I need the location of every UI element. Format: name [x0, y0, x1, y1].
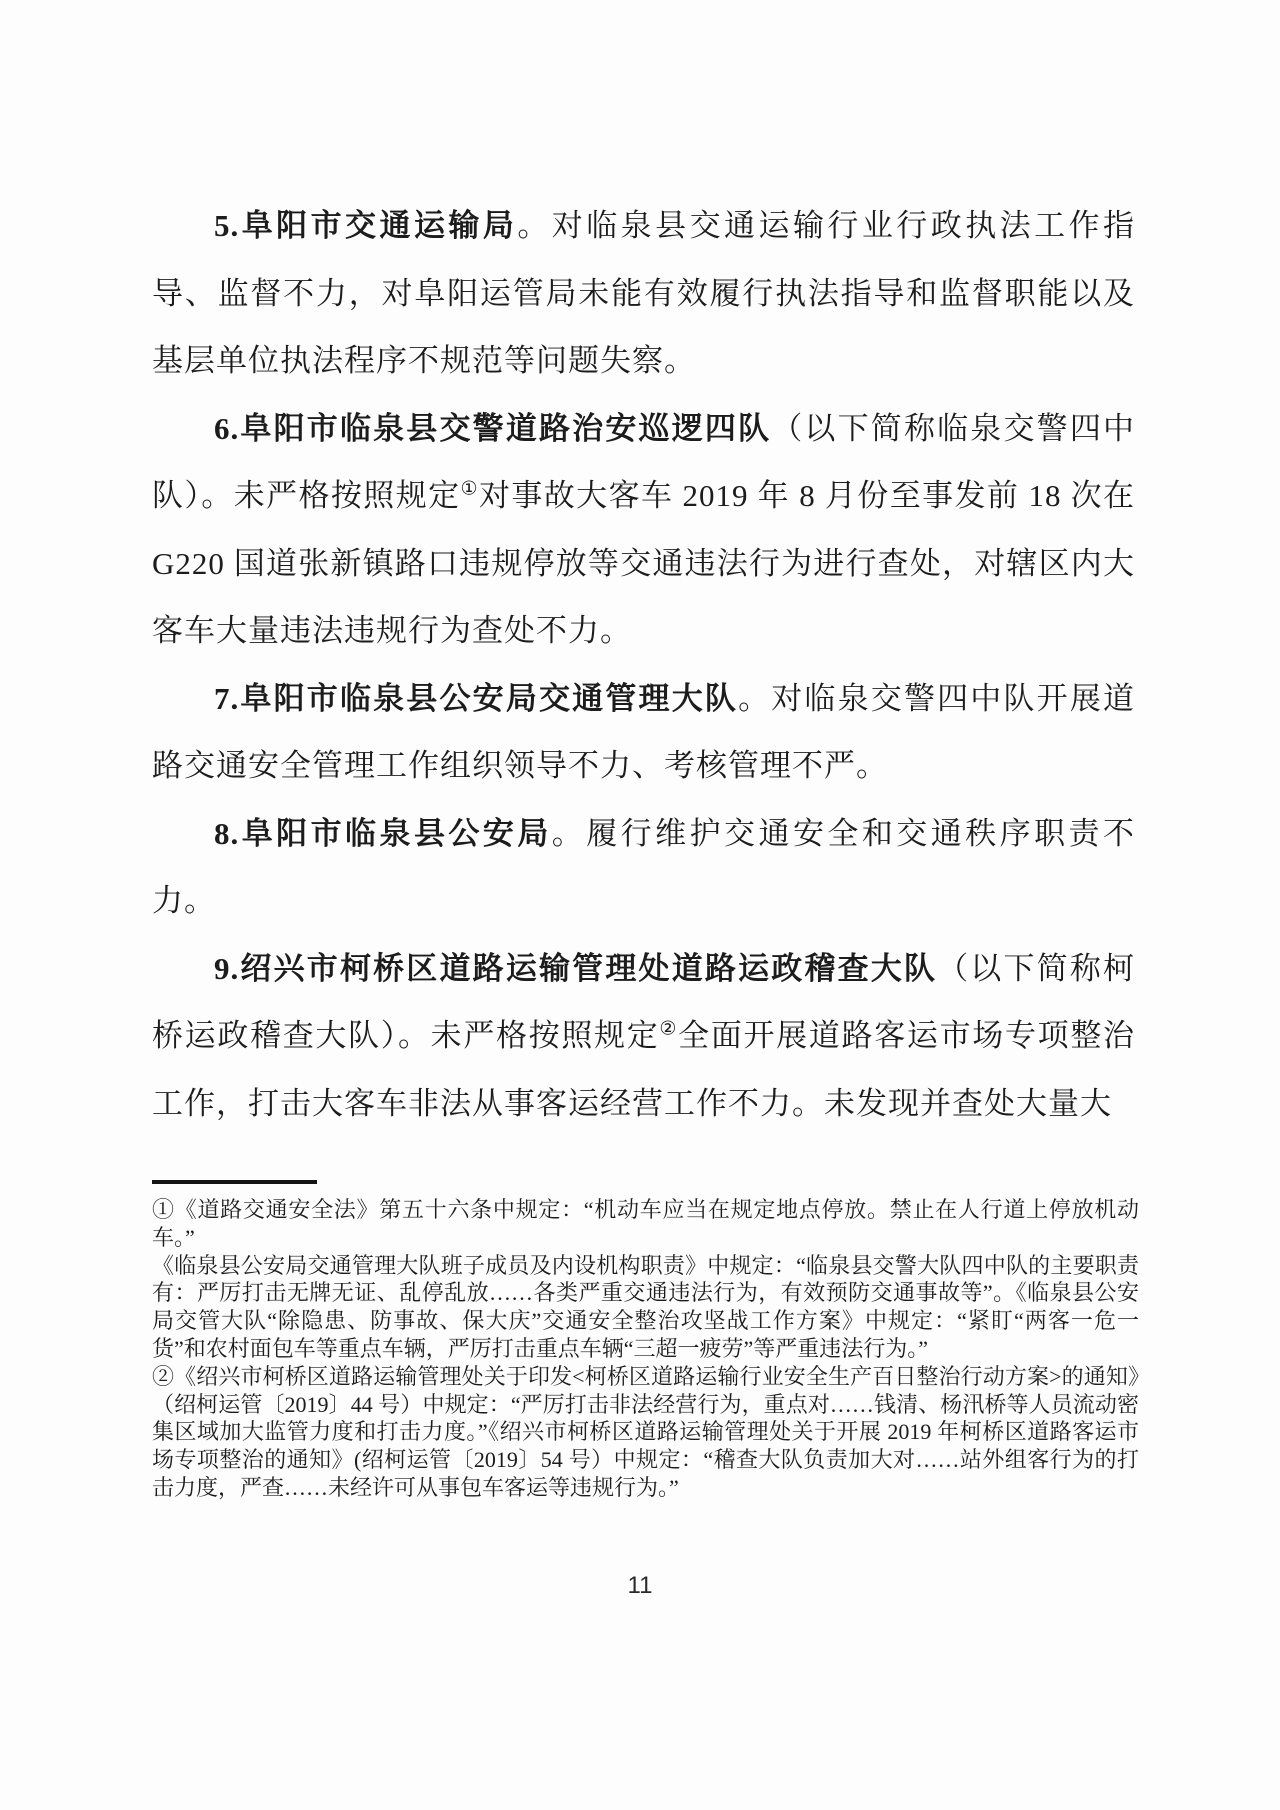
body-paragraph-6	[152, 395, 1135, 665]
footnote-ref-1: ①	[460, 478, 479, 500]
paragraph-9-text-1: （以下简称柯桥运政稽查大队）。未严格按照规定	[152, 950, 1136, 1053]
body-paragraph-9	[152, 935, 1135, 1138]
paragraph-8-heading: 8.阜阳市临泉县公安局	[214, 815, 552, 851]
paragraph-7-heading: 7.阜阳市临泉县公安局交通管理大队	[214, 680, 739, 716]
body-paragraph-5	[152, 192, 1135, 395]
footnote-2: ②《绍兴市柯桥区道路运输管理处关于印发<柯桥区道路运输行业安全生产百日整治行动方案>的通知》（绍柯运管〔2019〕44 号）中规定：“严厉打击非法经营行为，重点对……钱清、杨汛桥等人员流动密集区域加大监管力度和打击力度。”《绍兴市柯桥区道路运输管理处关于开展 2019 年柯桥区道路客运市场专项整治的通知》(绍柯运管〔2019〕54 号）中规定：“稽查大队负责加大对……站外组客行为的打击力度，严查……未经许可从事包车客运等违规行为。”	[152, 1363, 1139, 1500]
body-paragraph-7	[152, 665, 1135, 800]
paragraph-7-text: 。对临泉交警四中队开展道路交通安全管理工作组织领导不力、考核管理不严。	[152, 680, 1136, 783]
page-number: 11	[627, 1572, 653, 1599]
paragraph-9-text-2: 全面开展道路客运市场专项整治工作，打击大客车非法从事客运经营工作不力。未发现并查处大量大	[152, 1018, 1136, 1121]
footnote-1-continued: 《临泉县公安局交通管理大队班子成员及内设机构职责》中规定：“临泉县交警大队四中队的主要职责有：严厉打击无牌无证、乱停乱放……各类严重交通违法行为，有效预防交通事故等”。《临泉县公安局交管大队“除隐患、防事故、保大庆”交通安全整治攻坚战工作方案》中规定：“紧盯“两客一危一货”和农村面包车等重点车辆，严厉打击重点车辆“三超一疲劳”等严重违法行为。”	[152, 1252, 1139, 1361]
footnote-ref-2: ②	[659, 1018, 679, 1040]
paragraph-6-text-2: 对事故大客车 2019 年 8 月份至事发前 18 次在 G220 国道张新镇路口违规停放等交通违法行为进行查处，对辖区内大客车大量违法违规行为查处不力。	[152, 478, 1136, 648]
document-body	[152, 192, 1135, 1137]
footnotes-section	[152, 1196, 1139, 1502]
paragraph-5-text: 。对临泉县交通运输行业行政执法工作指导、监督不力，对阜阳运管局未能有效履行执法指导和监督职能以及基层单位执法程序不规范等问题失察。	[152, 208, 1136, 378]
footnote-separator	[152, 1180, 317, 1184]
paragraph-6-text-1: （以下简称临泉交警四中队）。未严格按照规定	[152, 410, 1136, 513]
body-paragraph-8	[152, 800, 1135, 935]
paragraph-6-heading: 6.阜阳市临泉县交警道路治安巡逻四队	[214, 410, 772, 446]
paragraph-5-heading: 5.阜阳市交通运输局	[214, 208, 518, 243]
footnote-1: ①《道路交通安全法》第五十六条中规定：“机动车应当在规定地点停放。禁止在人行道上停放机动车。”	[152, 1197, 1139, 1250]
paragraph-8-text: 。履行维护交通安全和交通秩序职责不力。	[152, 815, 1136, 918]
paragraph-9-heading: 9.绍兴市柯桥区道路运输管理处道路运政稽查大队	[214, 950, 938, 986]
